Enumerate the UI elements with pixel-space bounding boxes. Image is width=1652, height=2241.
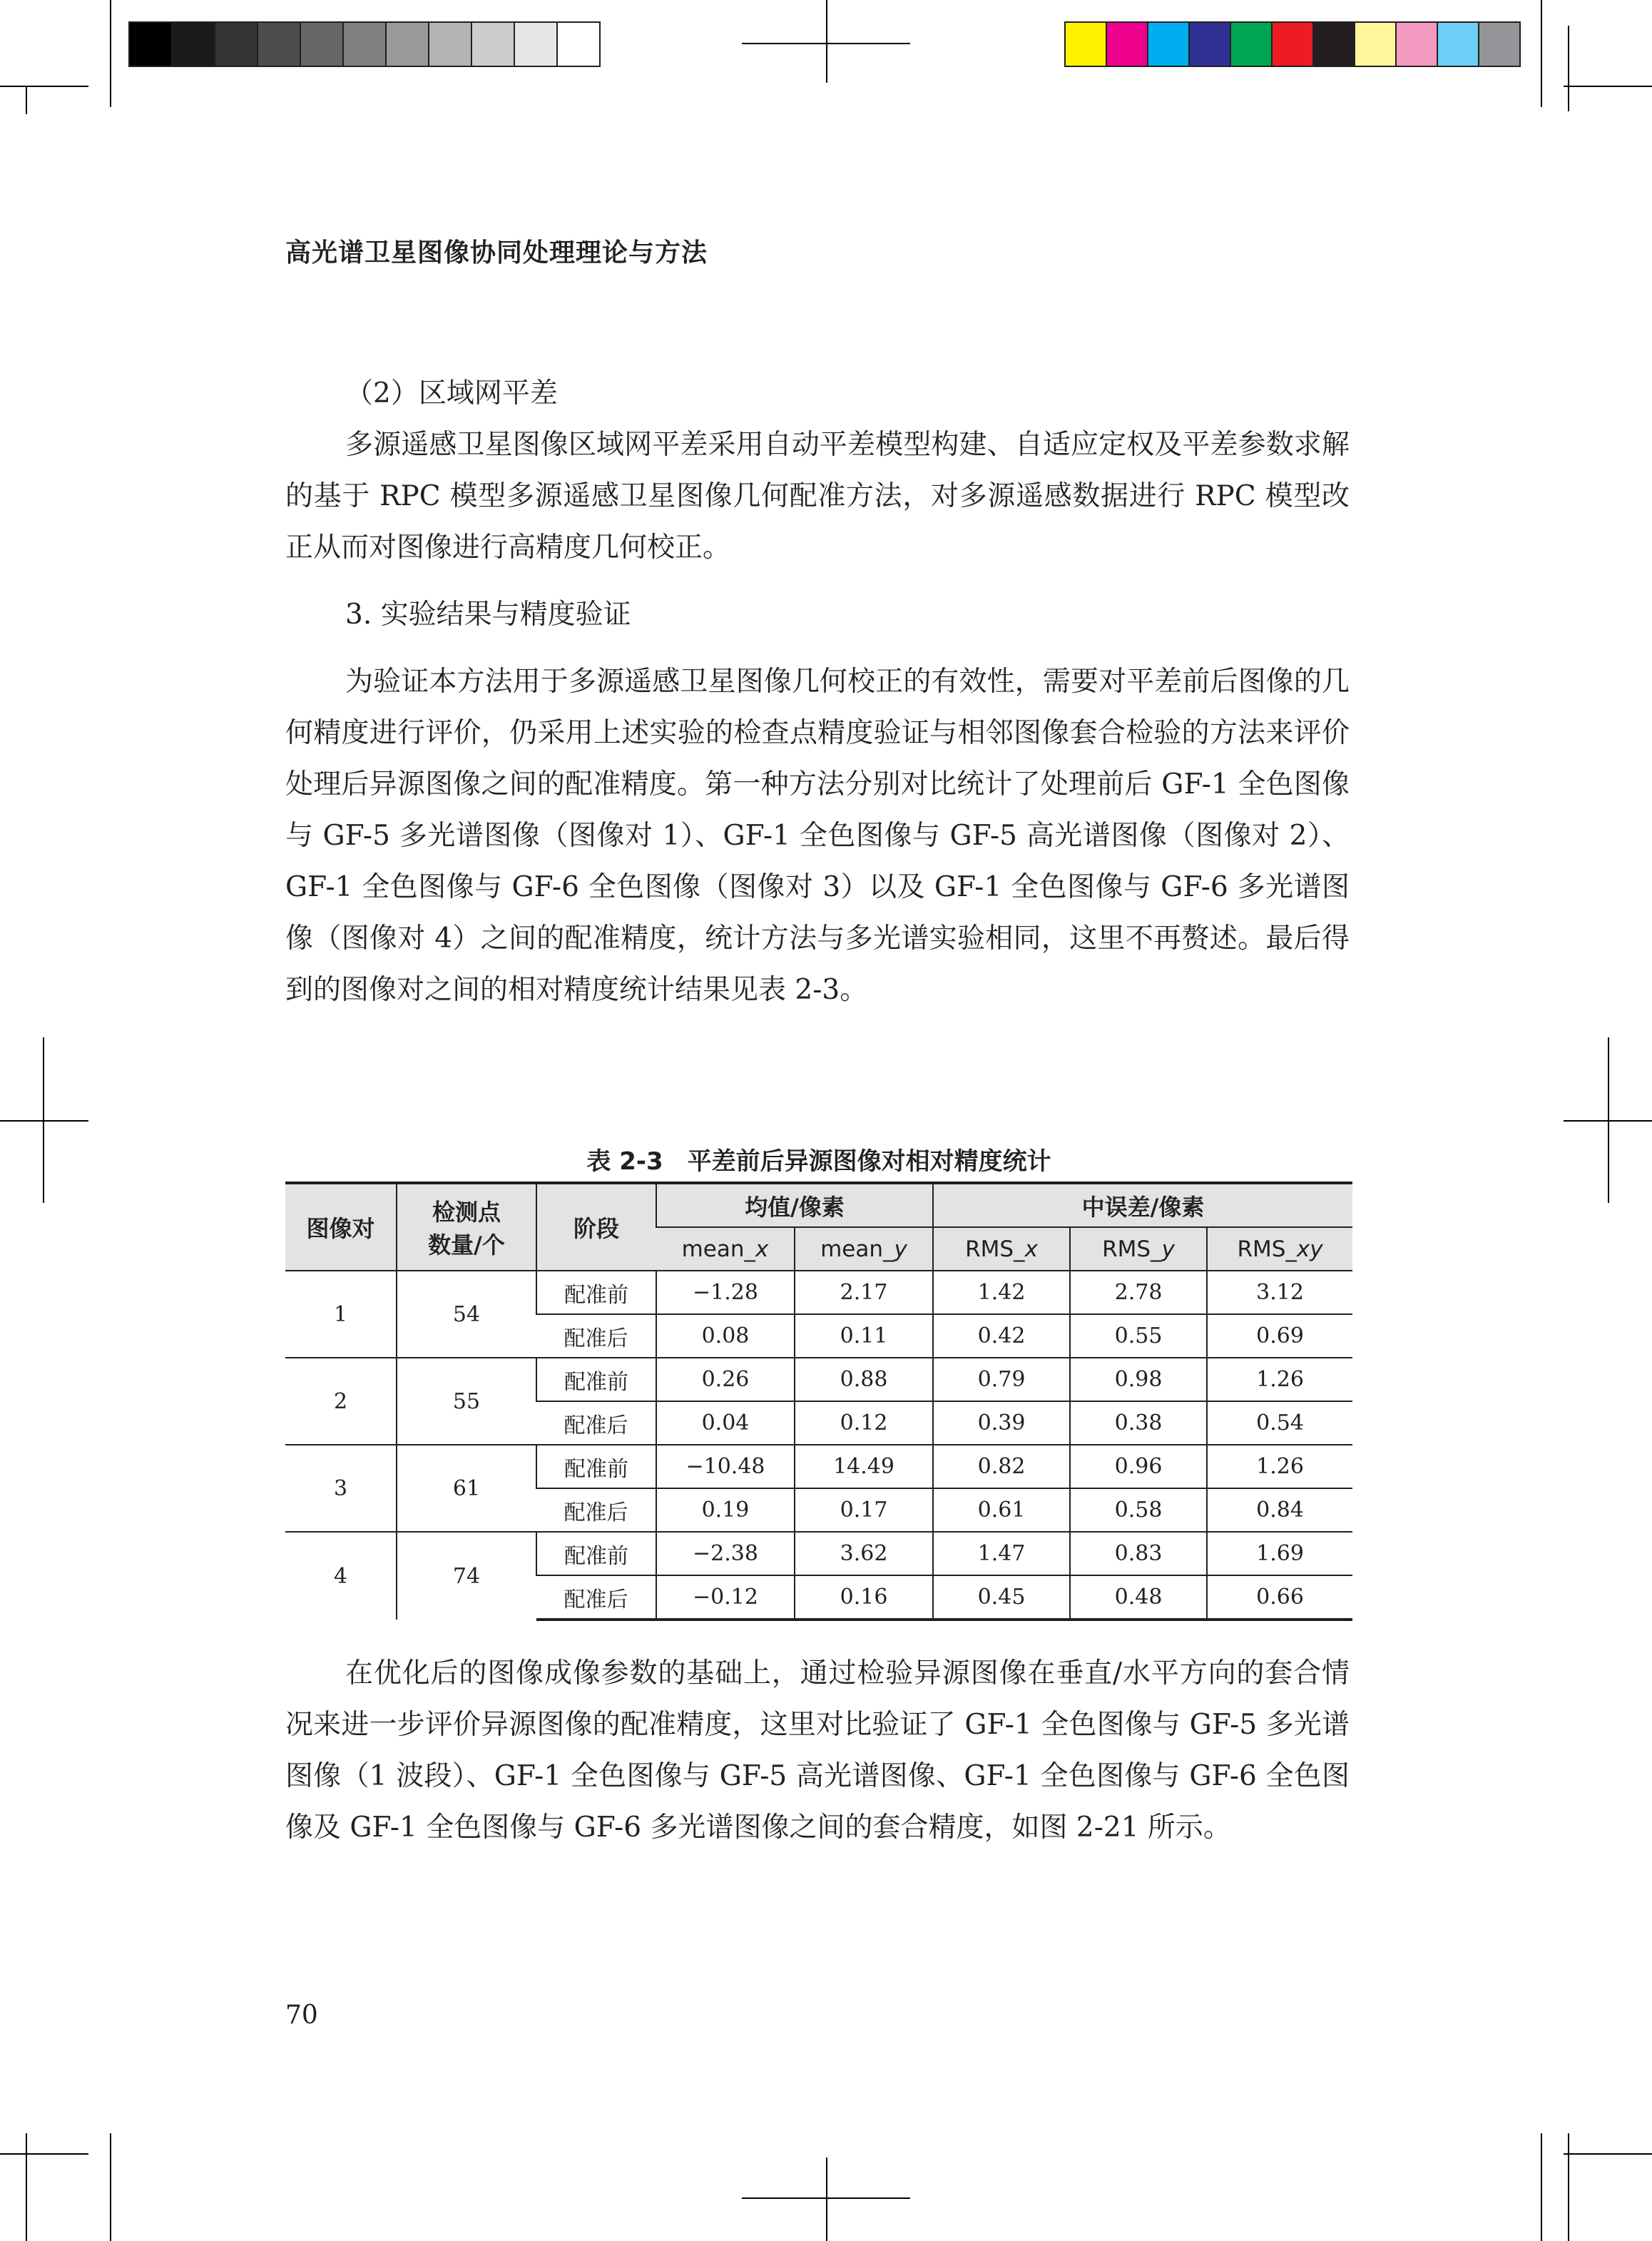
cell-rms-x: 1.42 <box>933 1271 1070 1314</box>
gray-swatch <box>558 23 599 66</box>
color-swatch <box>1397 23 1438 66</box>
cell-mean-y: 0.11 <box>795 1314 933 1358</box>
cell-mean-x: 0.19 <box>656 1488 795 1532</box>
table-row <box>285 1271 1352 1314</box>
color-swatch <box>1190 23 1231 66</box>
cell-mean-x: 0.08 <box>656 1314 795 1358</box>
paragraph: 多源遥感卫星图像区域网平差采用自动平差模型构建、自适应定权及平差参数求解的基于 RPC 模型多源遥感卫星图像几何配准方法，对多源遥感数据进行 RPC 模型改正从而对图像进行高精度几何校正。 <box>285 429 1350 564</box>
cell-pair: 3 <box>285 1445 397 1532</box>
gray-swatch <box>215 23 258 66</box>
header-mean-y-sub: y <box>894 1236 907 1262</box>
running-header: 高光谱卫星图像协同处理理论与方法 <box>285 238 708 268</box>
gray-swatch <box>301 23 344 66</box>
subsection-heading: （2）区域网平差 <box>345 377 558 410</box>
cell-stage: 配准后 <box>536 1401 656 1445</box>
gray-swatch <box>429 23 472 66</box>
cell-pair: 4 <box>285 1532 397 1620</box>
cell-mean-y: 3.62 <box>795 1532 933 1575</box>
paragraph: 在优化后的图像成像参数的基础上，通过检验异源图像在垂直/水平方向的套合情况来进一步评价异源图像的配准精度，这里对比验证了 GF-1 全色图像与 GF-5 多光谱图像（1 波段）、GF-1 全色图像与 GF-5 高光谱图像、GF-1 全色图像与 GF-6 全色图像及 GF-1 全色图像与 GF-6 多光谱图像之间的套合精度，如图 2-21 所示。 <box>285 1657 1350 1844</box>
table-row <box>285 1358 1352 1401</box>
header-pair: 图像对 <box>285 1183 397 1271</box>
header-rms-y-base: RMS_ <box>1102 1236 1162 1262</box>
cell-mean-x: −1.28 <box>656 1271 795 1314</box>
cell-rms-x: 0.39 <box>933 1401 1070 1445</box>
cell-rms-y: 0.55 <box>1070 1314 1207 1358</box>
grayscale-calibration-bar <box>128 21 601 67</box>
cell-rms-y: 0.48 <box>1070 1575 1207 1620</box>
cell-rms-xy: 0.54 <box>1207 1401 1352 1445</box>
cell-mean-x: 0.26 <box>656 1358 795 1401</box>
header-row <box>285 1183 1352 1227</box>
cell-rms-x: 0.45 <box>933 1575 1070 1620</box>
cell-mean-y: 0.16 <box>795 1575 933 1620</box>
cell-stage: 配准前 <box>536 1271 656 1314</box>
gray-swatch <box>258 23 301 66</box>
cell-rms-xy: 0.66 <box>1207 1575 1352 1620</box>
cell-mean-x: −10.48 <box>656 1445 795 1488</box>
cell-mean-y: 2.17 <box>795 1271 933 1314</box>
cell-mean-y: 0.88 <box>795 1358 933 1401</box>
header-rms-xy-sub: xy <box>1296 1236 1323 1262</box>
header-mean-x-sub: x <box>755 1236 769 1262</box>
cell-rms-x: 0.79 <box>933 1358 1070 1401</box>
cell-rms-xy: 1.26 <box>1207 1358 1352 1401</box>
header-count-line2: 数量/个 <box>428 1231 505 1259</box>
cell-rms-y: 0.58 <box>1070 1488 1207 1532</box>
cell-mean-x: −2.38 <box>656 1532 795 1575</box>
cell-count: 61 <box>397 1445 536 1532</box>
body-upper <box>285 368 1350 1016</box>
cell-rms-y: 2.78 <box>1070 1271 1207 1314</box>
gray-swatch <box>515 23 558 66</box>
gray-swatch <box>130 23 173 66</box>
body-lower <box>285 1648 1350 1854</box>
cell-stage: 配准后 <box>536 1314 656 1358</box>
table-caption: 表 2-3 平差前后异源图像对相对精度统计 <box>586 1147 1051 1176</box>
cell-count: 74 <box>397 1532 536 1620</box>
cell-mean-x: −0.12 <box>656 1575 795 1620</box>
cell-rms-x: 0.42 <box>933 1314 1070 1358</box>
page-number: 70 <box>285 2001 318 2030</box>
gray-swatch <box>387 23 429 66</box>
cell-stage: 配准后 <box>536 1488 656 1532</box>
color-swatch <box>1231 23 1273 66</box>
color-swatch <box>1479 23 1519 66</box>
section-heading: 3. 实验结果与精度验证 <box>345 599 631 631</box>
cell-rms-y: 0.98 <box>1070 1358 1207 1401</box>
cell-mean-y: 0.12 <box>795 1401 933 1445</box>
header-rms-x-base: RMS_ <box>965 1236 1025 1262</box>
cell-pair: 2 <box>285 1358 397 1445</box>
header-count <box>397 1183 536 1271</box>
precision-table <box>285 1182 1352 1621</box>
gray-swatch <box>472 23 515 66</box>
cell-rms-x: 0.61 <box>933 1488 1070 1532</box>
color-swatch <box>1314 23 1355 66</box>
gray-swatch <box>344 23 387 66</box>
cell-mean-x: 0.04 <box>656 1401 795 1445</box>
cell-stage: 配准前 <box>536 1358 656 1401</box>
cell-rms-x: 0.82 <box>933 1445 1070 1488</box>
color-swatch <box>1273 23 1314 66</box>
header-mean-x <box>656 1227 795 1271</box>
header-rms-xy <box>1207 1227 1352 1271</box>
cell-rms-xy: 0.69 <box>1207 1314 1352 1358</box>
header-rms-x-sub: x <box>1024 1236 1038 1262</box>
header-mean-y <box>795 1227 933 1271</box>
header-rms-y-sub: y <box>1161 1236 1175 1262</box>
cell-mean-y: 14.49 <box>795 1445 933 1488</box>
cell-rms-xy: 1.26 <box>1207 1445 1352 1488</box>
header-stage: 阶段 <box>536 1183 656 1271</box>
cell-rms-x: 1.47 <box>933 1532 1070 1575</box>
color-swatch <box>1107 23 1148 66</box>
header-rms-y <box>1070 1227 1207 1271</box>
header-rms-xy-base: RMS_ <box>1237 1236 1297 1262</box>
cell-count: 54 <box>397 1271 536 1358</box>
header-rms-x <box>933 1227 1070 1271</box>
cell-rms-xy: 1.69 <box>1207 1532 1352 1575</box>
cell-stage: 配准后 <box>536 1575 656 1620</box>
cell-stage: 配准前 <box>536 1445 656 1488</box>
color-swatch <box>1438 23 1479 66</box>
cell-stage: 配准前 <box>536 1532 656 1575</box>
color-swatch <box>1355 23 1397 66</box>
cell-rms-y: 0.83 <box>1070 1532 1207 1575</box>
table-row <box>285 1532 1352 1575</box>
cell-rms-xy: 0.84 <box>1207 1488 1352 1532</box>
cell-rms-xy: 3.12 <box>1207 1271 1352 1314</box>
color-swatch <box>1066 23 1107 66</box>
table-row <box>285 1445 1352 1488</box>
cell-pair: 1 <box>285 1271 397 1358</box>
cell-rms-y: 0.96 <box>1070 1445 1207 1488</box>
header-mean-y-base: mean_ <box>820 1236 894 1262</box>
cell-count: 55 <box>397 1358 536 1445</box>
color-calibration-bar <box>1064 21 1521 67</box>
paragraph: 为验证本方法用于多源遥感卫星图像几何校正的有效性，需要对平差前后图像的几何精度进行评价，仍采用上述实验的检查点精度验证与相邻图像套合检验的方法来评价处理后异源图像之间的配准精度。第一种方法分别对比统计了处理前后 GF-1 全色图像与 GF-5 多光谱图像（图像对 1）、GF-1 全色图像与 GF-5 高光谱图像（图像对 2）、GF-1 全色图像与 GF-6 全色图像（图像对 3）以及 GF-1 全色图像与 GF-6 多光谱图像（图像对 4）之间的配准精度，统计方法与多光谱实验相同，这里不再赘述。最后得到的图像对之间的相对精度统计结果见表 2-3。 <box>285 666 1350 1006</box>
header-count-line1: 检测点 <box>432 1199 501 1226</box>
gray-swatch <box>173 23 215 66</box>
color-swatch <box>1148 23 1190 66</box>
cell-mean-y: 0.17 <box>795 1488 933 1532</box>
header-mean-group: 均值/像素 <box>656 1183 933 1227</box>
header-rms-group: 中误差/像素 <box>933 1183 1352 1227</box>
header-mean-x-base: mean_ <box>681 1236 756 1262</box>
cell-rms-y: 0.38 <box>1070 1401 1207 1445</box>
